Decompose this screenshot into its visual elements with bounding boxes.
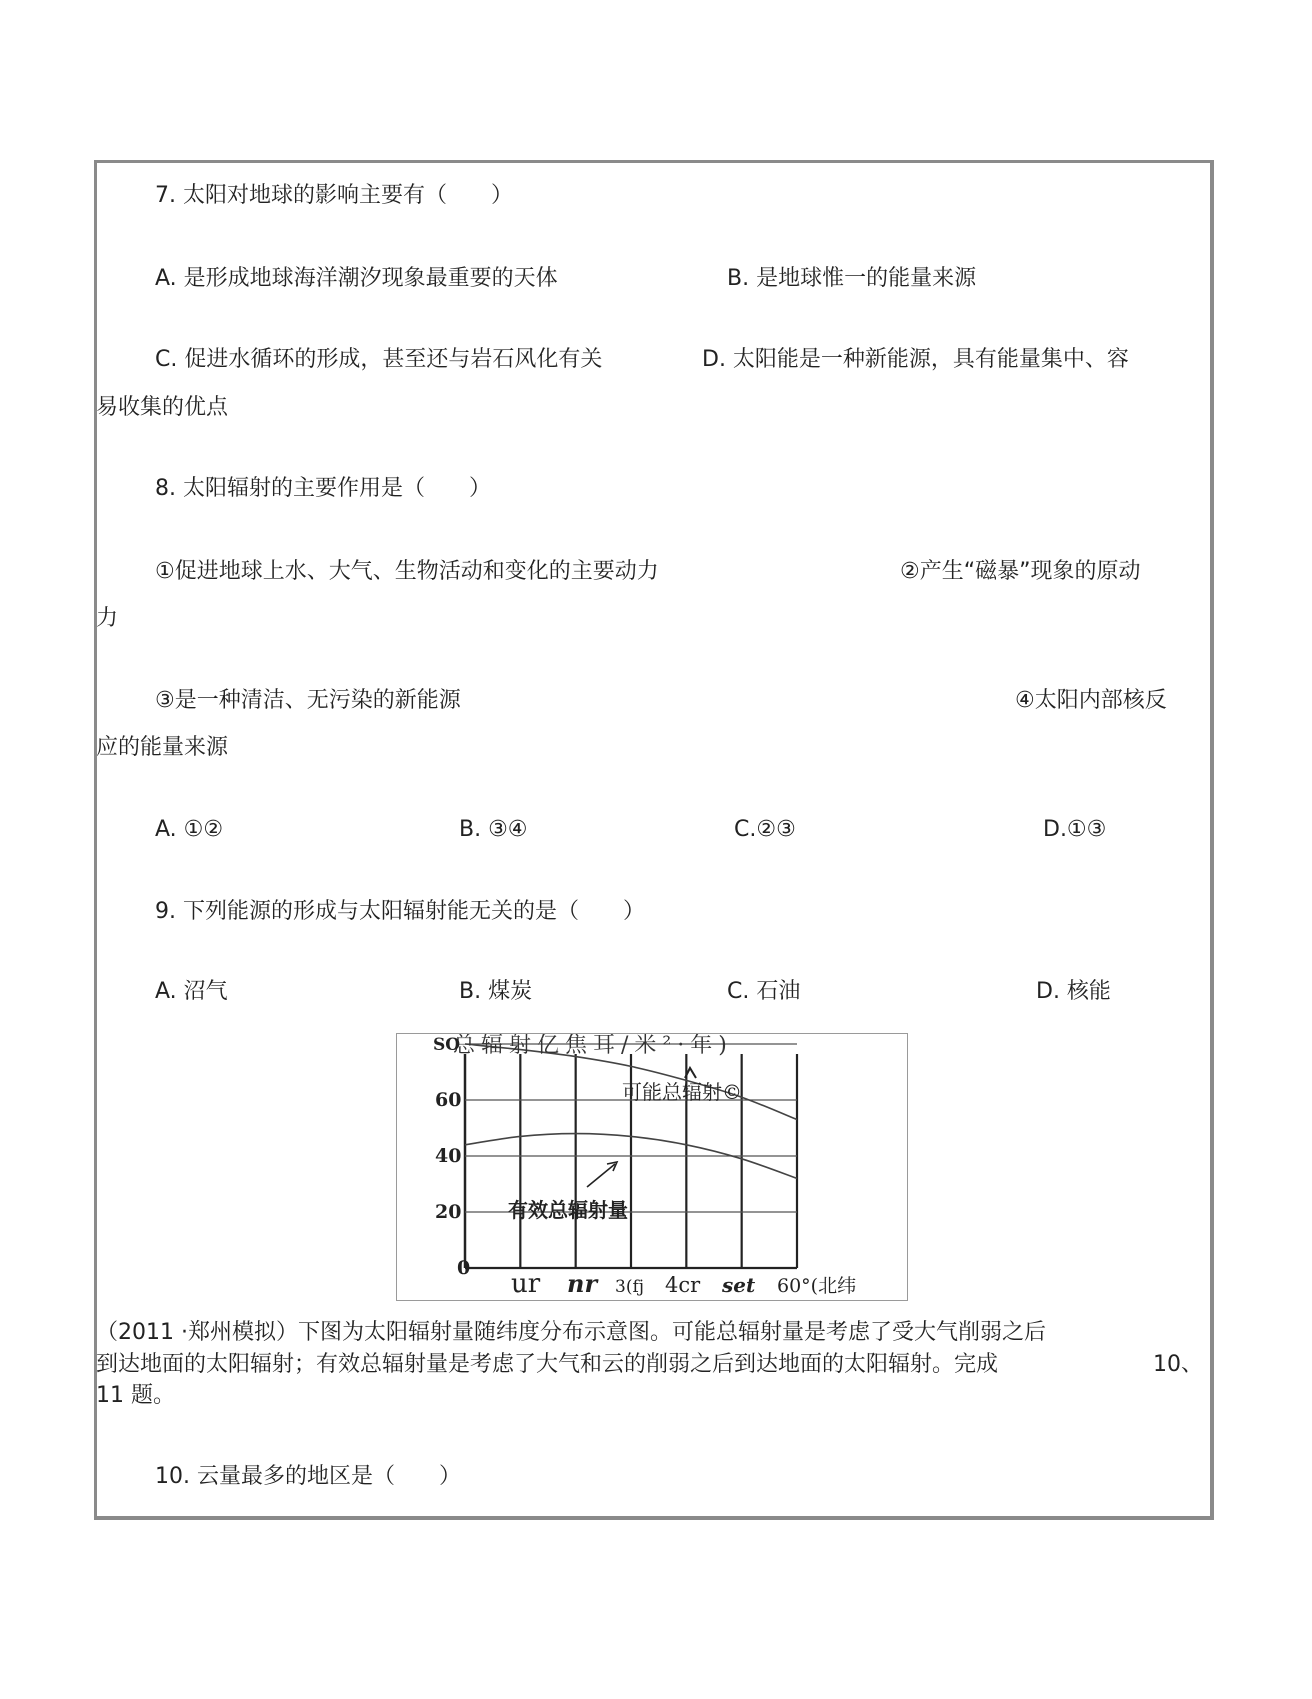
x-tick-label: ur [511,1269,541,1299]
x-tick-label: set [722,1273,756,1297]
q8-option-b: B. ③④ [459,817,528,842]
q8-option-d: D.①③ [1043,817,1107,842]
y-tick-label: 60 [435,1089,462,1111]
x-tick-label: 3(fj [615,1277,645,1297]
y-tick-label: 0 [457,1257,471,1279]
chart-svg [397,1034,907,1300]
q9-option-a: A. 沼气 [155,979,228,1004]
q8-statement-2: ②产生“磁暴”现象的原动 [900,559,1141,584]
series-label-effective-radiation: 有效总辐射量 [508,1198,628,1222]
chart-title: 总辐射亿焦耳/米²·年) [453,1034,733,1058]
q8-option-a: A. ①② [155,817,224,842]
q9-option-b: B. 煤炭 [459,979,533,1004]
q8-option-c: C.②③ [734,817,796,842]
q9-stem: 9. 下列能源的形成与太阳辐射能无关的是（ ） [155,899,645,924]
q8-statement-3: ③是一种清洁、无污染的新能源 [155,688,461,713]
q8-statement-4-continued: 应的能量来源 [96,735,229,760]
intro-line-2: 到达地面的太阳辐射；有效总辐射量是考虑了大气和云的削弱之后到达地面的太阳辐射。完成 [96,1352,999,1377]
q8-statement-4: ④太阳内部核反 [1015,688,1167,713]
q8-stem: 8. 太阳辐射的主要作用是（ ） [155,476,491,501]
y-tick-label: 20 [435,1201,462,1223]
y-tick-label: 40 [435,1145,462,1167]
series-label-possible-radiation: 可能总辐射© [622,1080,742,1104]
chart-grid [465,1044,797,1268]
q7-option-c: C. 促进水循环的形成，甚至还与岩石风化有关 [155,347,603,372]
pointer-arrow-effective [587,1164,615,1187]
intro-line-1: （2011 ·郑州模拟）下图为太阳辐射量随纬度分布示意图。可能总辐射量是考虑了受大气削弱之后 [96,1320,1046,1345]
x-tick-label: 60°(北纬 [777,1275,857,1297]
x-tick-label: nr [567,1269,598,1298]
q7-option-d-continued: 易收集的优点 [96,395,229,420]
q7-option-b: B. 是地球惟一的能量来源 [727,266,977,291]
q7-option-d: D. 太阳能是一种新能源，具有能量集中、容 [702,347,1129,372]
q7-stem: 7. 太阳对地球的影响主要有（ ） [155,183,513,208]
x-tick-label: 4cr [665,1273,701,1297]
radiation-latitude-chart [396,1033,908,1301]
q8-statement-2-continued: 力 [96,606,119,631]
intro-line-3: 11 题。 [96,1383,175,1408]
intro-line-2-end: 10、 [1153,1352,1203,1377]
q8-statement-1: ①促进地球上水、大气、生物活动和变化的主要动力 [155,559,659,584]
q7-option-a: A. 是形成地球海洋潮汐现象最重要的天体 [155,266,558,291]
y-tick-label: SO [433,1035,461,1055]
q9-option-d: D. 核能 [1036,979,1111,1004]
q9-option-c: C. 石油 [727,979,801,1004]
q10-stem: 10. 云量最多的地区是（ ） [155,1464,461,1489]
